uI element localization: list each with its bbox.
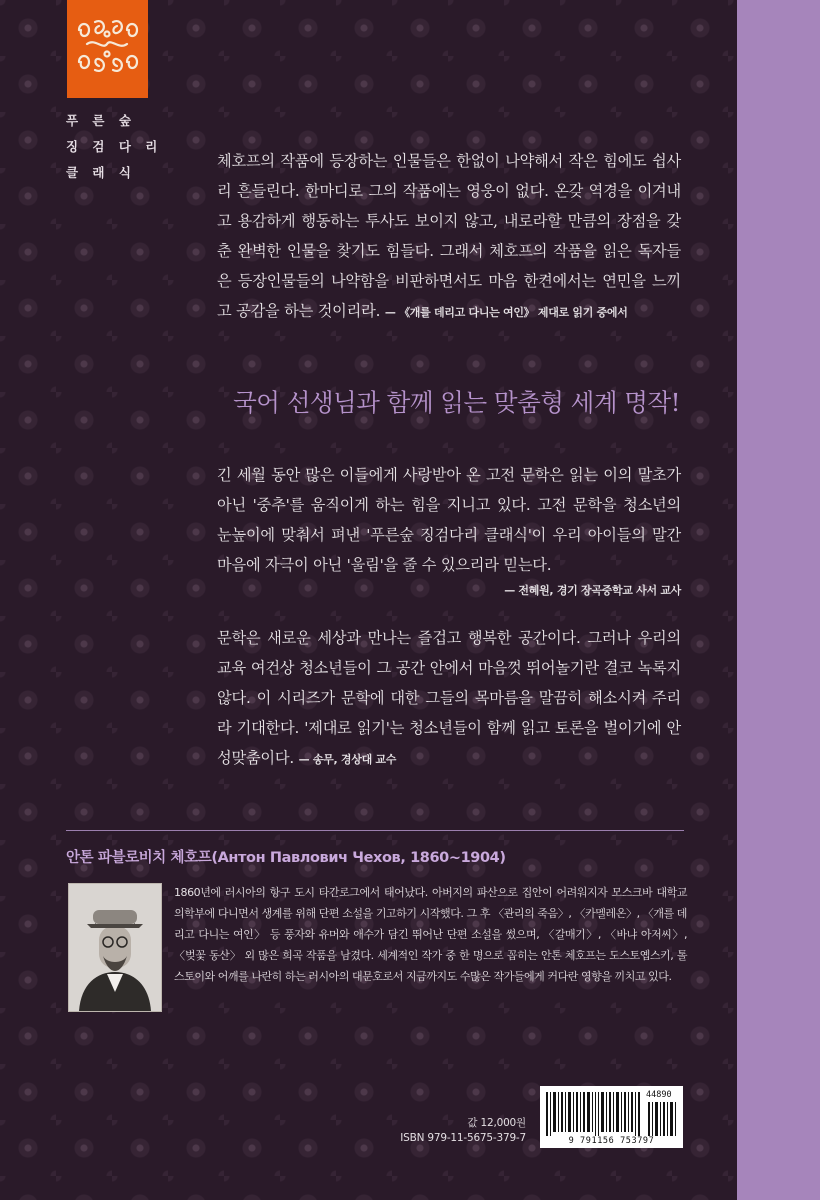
spine-strip bbox=[737, 0, 820, 1200]
quote-2-source: — 전혜원, 경기 장곡중학교 사서 교사 bbox=[504, 584, 681, 597]
barcode-number: 9 791156 753797 bbox=[568, 1136, 655, 1146]
quote-1-text: 체호프의 작품에 등장하는 인물들은 한없이 나약해서 작은 힘에도 쉽사리 흔들린다. 한마디로 그의 작품에는 영웅이 없다. 온갖 역경을 이겨내고 용감하게 행동하는 투사도 보이지 않고, 내로라할 만큼의 장점을 갖춘 완벽한 인물을 찾기도 힘들다. 그래서 체호프의 작품을 읽은 독자들은 등장인물들의 나약함을 비판하면서도 마음 한켠에서는 연민을 느끼고 공감을 하는 것이리라. bbox=[217, 152, 681, 320]
quote-3-text: 문학은 새로운 세상과 만나는 즐겁고 행복한 공간이다. 그러나 우리의 교육 여건상 청소년들이 그 공간 안에서 마음껏 뛰어놀기란 결코 녹록지 않다. 이 시리즈가 문학에 대한 그들의 목마름을 말끔히 해소시켜 주리라 기대한다. '제대로 읽기'는 청소년들이 함께 읽고 토론을 벌이기에 안성맞춤이다. bbox=[217, 629, 681, 767]
headline: 국어 선생님과 함께 읽는 맞춤형 세계 명작! bbox=[233, 388, 680, 417]
price: 값 12,000원 bbox=[467, 1117, 526, 1129]
ornament-icon bbox=[67, 0, 148, 98]
quote-2-text: 긴 세월 동안 많은 이들에게 사랑받아 온 고전 문학은 읽는 이의 말초가 아닌 '중추'를 움직이게 하는 힘을 지니고 있다. 고전 문학을 청소년의 눈높이에 맞춰서 펴낸 '푸른숲 징검다리 클래식'이 우리 아이들의 말간 마음에 자극이 아닌 '울림'을 줄 수 있으리라 믿는다. bbox=[217, 466, 681, 574]
quote-3 bbox=[217, 623, 681, 775]
series-logo bbox=[67, 0, 148, 98]
isbn: ISBN 979-11-5675-379-7 bbox=[400, 1132, 526, 1144]
series-title bbox=[66, 108, 162, 186]
author-bio: 1860년에 러시아의 항구 도시 타간로그에서 태어났다. 아버지의 파산으로 집안이 어려워지자 모스크바 대학교 의학부에 다니면서 생계를 위해 단편 소설을 기고하기 시작했다. 그 후 〈관리의 죽음〉, 〈카멜레온〉, 〈개를 데리고 다니는 여인〉 등 풍자와 유머와 애수가 담긴 뛰어난 단편 소설을 썼으며, 〈갈매기〉, 〈바냐 아저씨〉, 〈벚꽃 동산〉 외 많은 희곡 작품을 남겼다. 세계적인 작가 중 한 명으로 꼽히는 안톤 체호프는 도스토옙스키, 톨스토이와 어깨를 나란히 하는 러시아의 대문호로서 지금까지도 수많은 작가들에게 커다란 영향을 끼치고 있다. bbox=[174, 886, 687, 983]
quote-2 bbox=[217, 460, 681, 602]
quote-1 bbox=[217, 146, 681, 328]
section-divider bbox=[66, 830, 684, 831]
author-name: 안톤 파블로비치 체호프(Антон Павлович Чехов, 1860~1904) bbox=[66, 850, 506, 866]
price-block bbox=[386, 1116, 526, 1146]
quote-1-source: — 《개를 데리고 다니는 여인》 제대로 읽기 중에서 bbox=[384, 306, 628, 319]
series-line-2: 징 검 다 리 bbox=[66, 139, 163, 154]
series-line-3: 클 래 식 bbox=[66, 165, 136, 180]
quote-3-source: — 송무, 경상대 교수 bbox=[298, 753, 397, 766]
author-portrait bbox=[69, 884, 161, 1011]
author-photo bbox=[68, 883, 162, 1012]
barcode-addon: 44890 bbox=[646, 1090, 672, 1100]
series-line-1: 푸 른 숲 bbox=[66, 113, 136, 128]
